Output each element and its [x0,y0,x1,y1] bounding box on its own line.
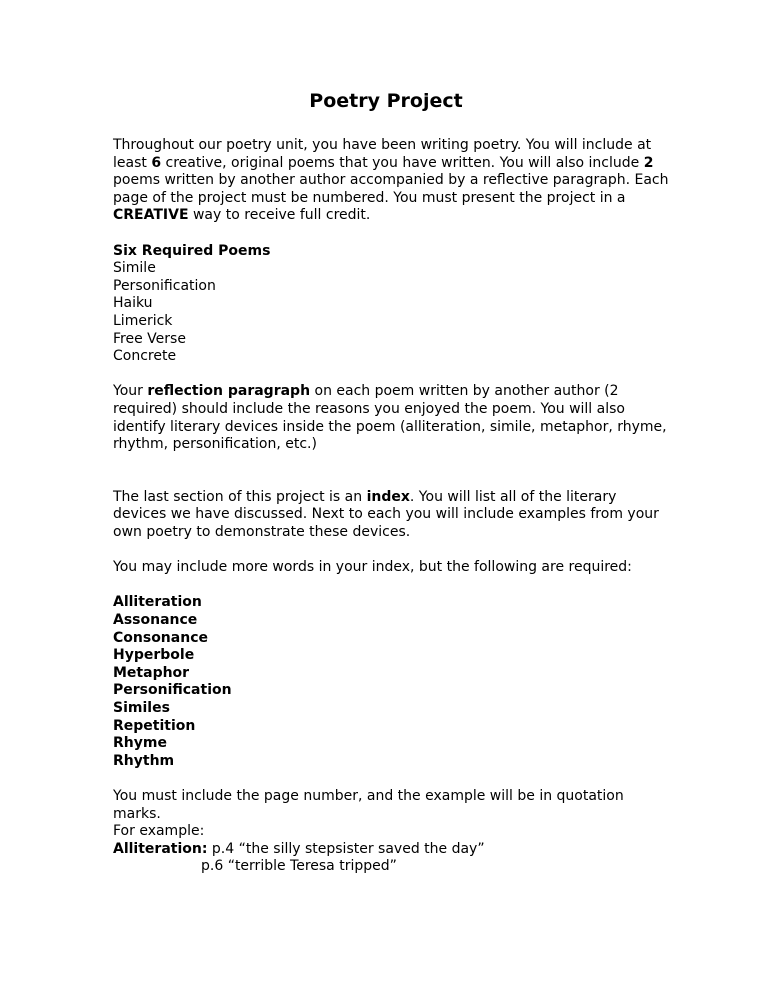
more-words-paragraph: You may include more words in your index, but the following are required: [113,559,632,576]
list-item: Concrete [113,348,177,365]
for-example-label: For example: [113,823,205,840]
list-item: Personification [113,277,216,294]
intro-text-2: creative, original poems that you have written. You will also include [161,154,644,171]
list-item: Similes [113,700,170,716]
reflection-paragraph [113,383,673,453]
devices-list [113,594,673,770]
list-item: Limerick [113,312,173,329]
list-item: Assonance [113,612,198,629]
required-poems-heading: Six Required Poems [113,242,271,259]
index-text-1: The last section of this project is an [113,488,367,505]
intro-text-3: poems written by another author accompanied by a reflective paragraph. Each page of the project must be numbered. You must present the project in a [113,172,669,206]
page-title: Poetry Project [309,90,463,112]
list-item: Rhyme [113,735,167,752]
list-item: Consonance [113,629,208,646]
required-poems-list [113,243,673,366]
reflection-text-1: Your [113,383,148,400]
intro-text-4: way to receive full credit. [188,207,371,224]
list-item: Alliteration [113,594,202,611]
list-item: Metaphor [113,664,190,681]
intro-count-other: 2 [643,154,654,171]
list-item: Repetition [113,717,196,734]
list-item: Haiku [113,295,153,312]
example-quote-1: p.4 “the silly stepsister saved the day” [207,840,485,857]
example-quote-2: p.6 “terrible Teresa tripped” [201,858,397,875]
document-page [113,88,673,876]
example-device-label: Alliteration: [113,840,208,857]
intro-count-own: 6 [151,154,162,171]
list-item: Rhythm [113,752,175,769]
reflection-text-2: on each poem written by another author (2 required) should include the reasons you enjoyed the poem. You will also identify literary devices inside the poem (alliteration, simile, metaphor, rhyme, rhythm, personification, etc.) [113,383,667,453]
reflection-bold: reflection paragraph [147,383,311,400]
intro-paragraph [113,137,673,225]
index-bold: index [366,488,410,505]
example-line-1 [113,841,673,859]
intro-creative: CREATIVE [113,207,189,224]
list-item: Simile [113,260,156,277]
page-number-note: You must include the page number, and the example will be in quotation marks. [113,787,624,822]
index-text-2: . You will list all of the literary devices we have discussed. Next to each you will include examples from your own poetry to demonstrate these devices. [113,488,659,541]
list-item: Hyperbole [113,647,195,664]
list-item: Personification [113,682,232,699]
index-paragraph [113,489,673,542]
list-item: Free Verse [113,330,186,347]
intro-text-1: Throughout our poetry unit, you have been writing poetry. You will include at least [113,137,652,171]
